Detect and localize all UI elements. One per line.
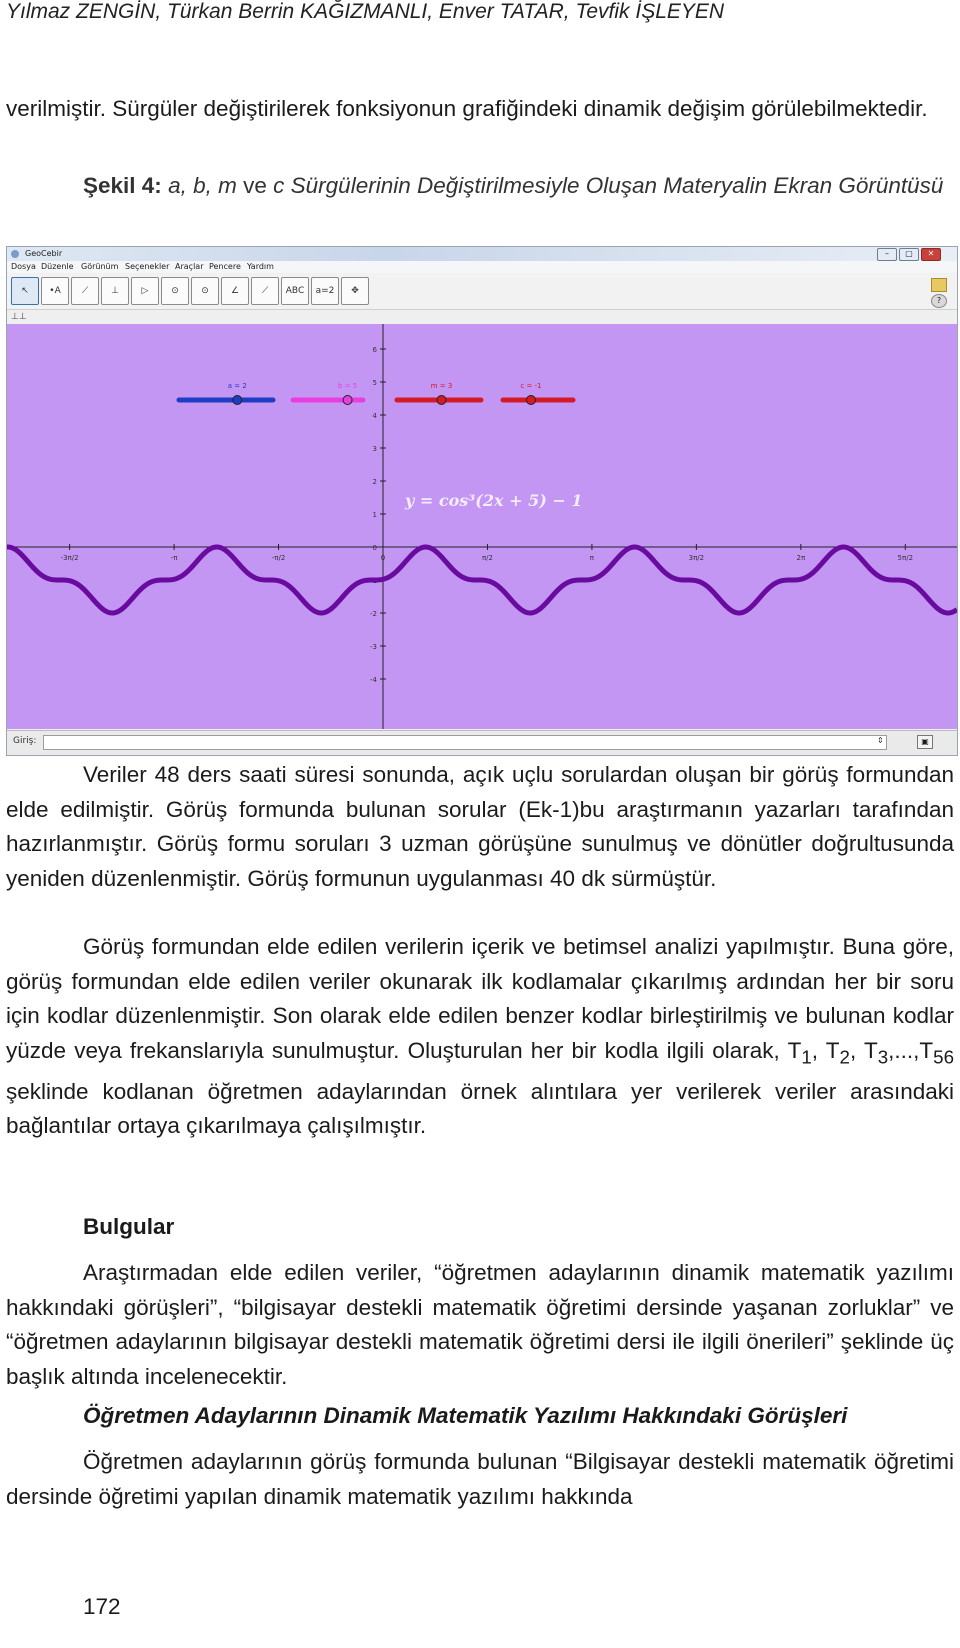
toolbar	[7, 274, 957, 308]
x-tick-label: 5π/2	[897, 554, 914, 562]
tool-slider[interactable]: a=2	[311, 277, 339, 305]
x-tick-label: -3π/2	[60, 554, 79, 562]
y-tick-label: -2	[370, 610, 377, 618]
style-button[interactable]	[931, 278, 947, 292]
tool-polygon[interactable]: ▷	[131, 277, 159, 305]
analysis-text-d: ,...,T	[888, 1037, 934, 1063]
y-tick-label: -1	[370, 577, 377, 585]
y-tick-label: 4	[372, 412, 377, 420]
slider-label: a = 2	[227, 382, 247, 390]
tool-move[interactable]: ↖	[11, 277, 39, 305]
page-number: 172	[83, 1594, 121, 1619]
menu-dosya[interactable]: Dosya	[11, 262, 36, 271]
slider-knob	[233, 396, 242, 405]
slider-label: b = 5	[337, 382, 358, 390]
maximize-button[interactable]: ▢	[899, 248, 919, 261]
caption-vars: a, b, m	[168, 173, 237, 198]
x-tick-label: -π/2	[271, 554, 286, 562]
y-tick-label: 3	[372, 445, 377, 453]
tool-angle[interactable]: ∠	[221, 277, 249, 305]
running-header: Yılmaz ZENGİN, Türkan Berrin KAĞIZMANLI, Enver TATAR, Tevfik İŞLEYEN	[6, 0, 725, 23]
sub-1: 1	[801, 1046, 812, 1067]
x-tick-label: 2π	[796, 554, 806, 562]
y-tick-label: 0	[372, 544, 377, 552]
menu-gorunum[interactable]: Görünüm	[81, 262, 119, 271]
close-button[interactable]: ✕	[921, 248, 941, 261]
tool-circle[interactable]: ⊙	[161, 277, 189, 305]
caption-label: Şekil 4:	[83, 173, 162, 198]
slider-label: m = 3	[430, 382, 453, 390]
graphics-view[interactable]	[7, 324, 957, 729]
y-tick-label: -3	[370, 643, 377, 651]
help-icon[interactable]: ?	[931, 294, 947, 308]
graph-svg	[7, 324, 957, 729]
slider-knob	[527, 396, 536, 405]
input-field[interactable]	[43, 735, 887, 750]
y-tick-label: 1	[372, 511, 377, 519]
slider-label: c = -1	[520, 382, 542, 390]
menu-bar	[7, 261, 957, 273]
y-tick-label: 6	[372, 346, 377, 354]
caption-rest: Sürgülerinin Değiştirilmesiyle Oluşan Materyalin Ekran Görüntüsü	[290, 173, 944, 198]
caption-ve: ve	[243, 173, 267, 198]
analysis-text-e: şeklinde kodlanan öğretmen adaylarından örnek alıntılara yer verilerek veriler arasındaki bağlantılar ortaya çıkarılmaya çalışılmıştır.	[6, 1078, 954, 1138]
style-strip	[7, 309, 957, 324]
menu-secenekler[interactable]: Seçenekler	[125, 262, 170, 271]
tool-perpendicular[interactable]: ⊥	[101, 277, 129, 305]
caption-c: c	[273, 173, 285, 198]
tool-reflect[interactable]: ⟋	[251, 277, 279, 305]
paragraph-analysis	[6, 930, 954, 1144]
analysis-text-b: , T	[811, 1037, 840, 1063]
sub-2: 2	[839, 1046, 850, 1067]
function-formula: y = cos³(2x + 5) − 1	[405, 491, 583, 510]
figure-caption	[6, 168, 954, 204]
paragraph-opinions: Öğretmen adaylarının görüş formunda bulunan “Bilgisayar destekli matematik öğretimi dersinde öğretimi yapılan dinamik matematik yazılımı hakkında	[6, 1449, 954, 1509]
side-buttons	[931, 278, 949, 306]
input-bar	[7, 730, 957, 755]
paragraph-data-collection: Veriler 48 ders saati süresi sonunda, açık uçlu sorulardan oluşan bir görüş formundan elde edilmiştir. Görüş formunda bulunan sorular (Ek-1)bu araştırmanın yazarları tarafından hazırlanmıştır. Görüş formu soruları 3 uzman görüşüne sunulmuş ve dönütler doğrultusunda yeniden düzenlenmiştir. Görüş formunun uygulanması 40 dk sürmüştür.	[6, 762, 954, 891]
y-tick-label: 5	[372, 379, 377, 387]
slider-knob	[437, 396, 446, 405]
menu-duzenle[interactable]: Düzenle	[41, 262, 74, 271]
sub-3: 3	[877, 1046, 889, 1067]
window-titlebar	[7, 247, 957, 261]
x-tick-label: π/2	[481, 554, 493, 562]
heading-subsection: Öğretmen Adaylarının Dinamik Matematik Yazılımı Hakkındaki Görüşleri	[83, 1403, 848, 1428]
slider-knob	[343, 396, 352, 405]
keyboard-icon[interactable]: ▣	[917, 735, 933, 749]
minimize-button[interactable]: –	[877, 248, 897, 261]
menu-yardim[interactable]: Yardım	[247, 262, 274, 271]
analysis-text-c: , T	[849, 1037, 878, 1063]
x-tick-label: -π	[170, 554, 178, 562]
tool-conic[interactable]: ⊙	[191, 277, 219, 305]
paragraph-findings: Araştırmadan elde edilen veriler, “öğretmen adaylarının dinamik matematik yazılımı hakkındaki görüşleri”, “bilgisayar destekli matematik öğretimi dersinde yaşanan zorluklar” ve “öğretmen adaylarının bilgisayar destekli matematik öğretimi dersi ile ilgili önerileri” şeklinde üç başlık altında incelenecektir.	[6, 1260, 954, 1389]
app-icon	[11, 250, 19, 258]
window-title: GeoCebir	[25, 249, 63, 258]
tool-text[interactable]: ABC	[281, 277, 309, 305]
tool-point[interactable]: •A	[41, 277, 69, 305]
heading-bulgular: Bulgular	[83, 1214, 175, 1239]
tool-move-view[interactable]: ✥	[341, 277, 369, 305]
analysis-text-a: Görüş formundan elde edilen verilerin içerik ve betimsel analizi yapılmıştır. Buna göre, görüş formundan elde edilen veriler okunarak ilk kodlamalar çıkarılmış ardından her bir soru için kodlar düzenlenmiştir. Son olarak elde edilen benzer kodlar birleştirilmiş ve bulunan kodlar yüzde veya frekanslarıyla sunulmuştur. Oluşturulan her bir kodla ilgili olarak, T	[6, 934, 954, 1063]
axes-icon[interactable]: ⊥⊥	[11, 312, 27, 322]
geogebra-screenshot	[6, 246, 958, 756]
paragraph-intro: verilmiştir. Sürgüler değiştirilerek fonksiyonun grafiğindeki dinamik değişim görülebilmektedir.	[6, 96, 928, 121]
y-tick-label: 2	[372, 478, 377, 486]
menu-araclar[interactable]: Araçlar	[175, 262, 204, 271]
x-tick-label: π	[589, 554, 595, 562]
x-tick-label: 3π/2	[688, 554, 705, 562]
y-tick-label: -4	[370, 676, 377, 684]
input-label: Giriş:	[13, 736, 37, 746]
sub-56: 56	[933, 1046, 955, 1067]
input-spinner-icon[interactable]: ⇕	[877, 736, 884, 745]
x-tick-label: 0	[380, 554, 386, 562]
tool-line[interactable]: ⟋	[71, 277, 99, 305]
menu-pencere[interactable]: Pencere	[209, 262, 241, 271]
